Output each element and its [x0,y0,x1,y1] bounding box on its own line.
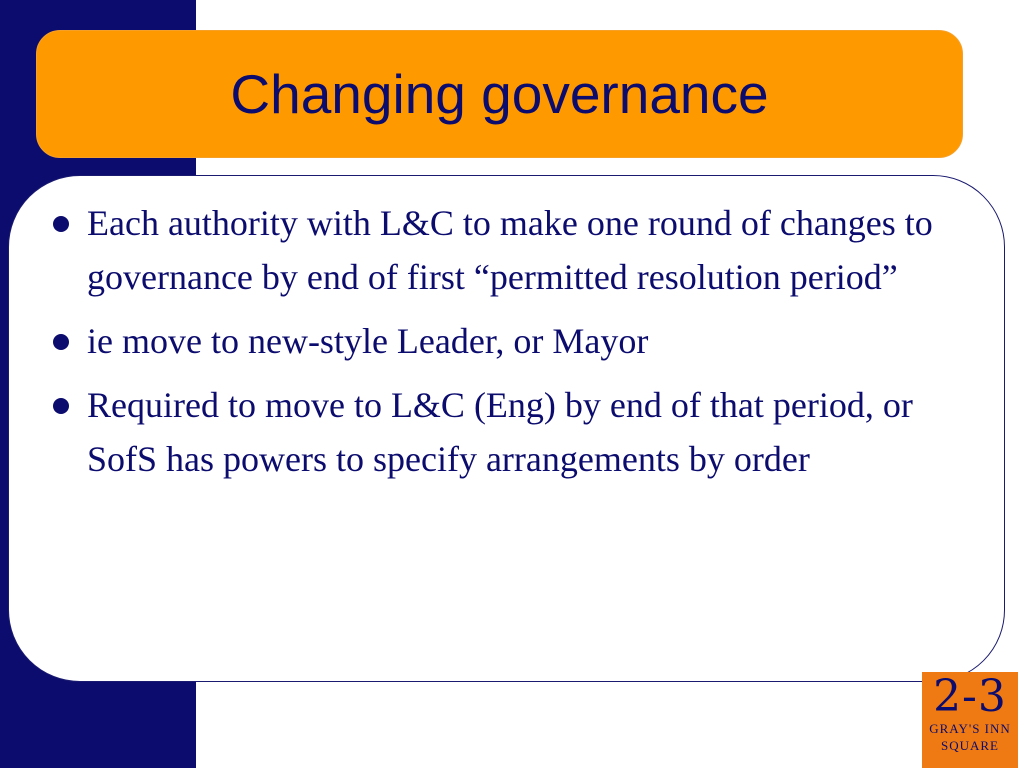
content-box [8,175,1005,682]
logo-line-2: SQUARE [940,738,999,753]
grays-inn-square-logo [922,672,1018,768]
bullet-list [49,196,979,496]
bullet-dot-icon [53,334,69,350]
bullet-dot-icon [53,398,69,414]
bullet-item [49,314,979,368]
bullet-dot-icon [53,216,69,232]
bullet-item [49,378,979,486]
logo-number: 2-3 [933,671,1007,722]
bullet-text: Each authority with L&C to make one round of changes to governance by end of first “permitted resolution period” [87,203,933,297]
slide-title: Changing governance [230,63,769,125]
bullet-item [49,196,979,304]
logo-line-1: GRAY'S INN [929,721,1011,736]
bullet-text: Required to move to L&C (Eng) by end of that period, or SofS has powers to specify arrangements by order [87,385,913,479]
bullet-text: ie move to new-style Leader, or Mayor [87,321,649,361]
title-box [36,30,963,158]
